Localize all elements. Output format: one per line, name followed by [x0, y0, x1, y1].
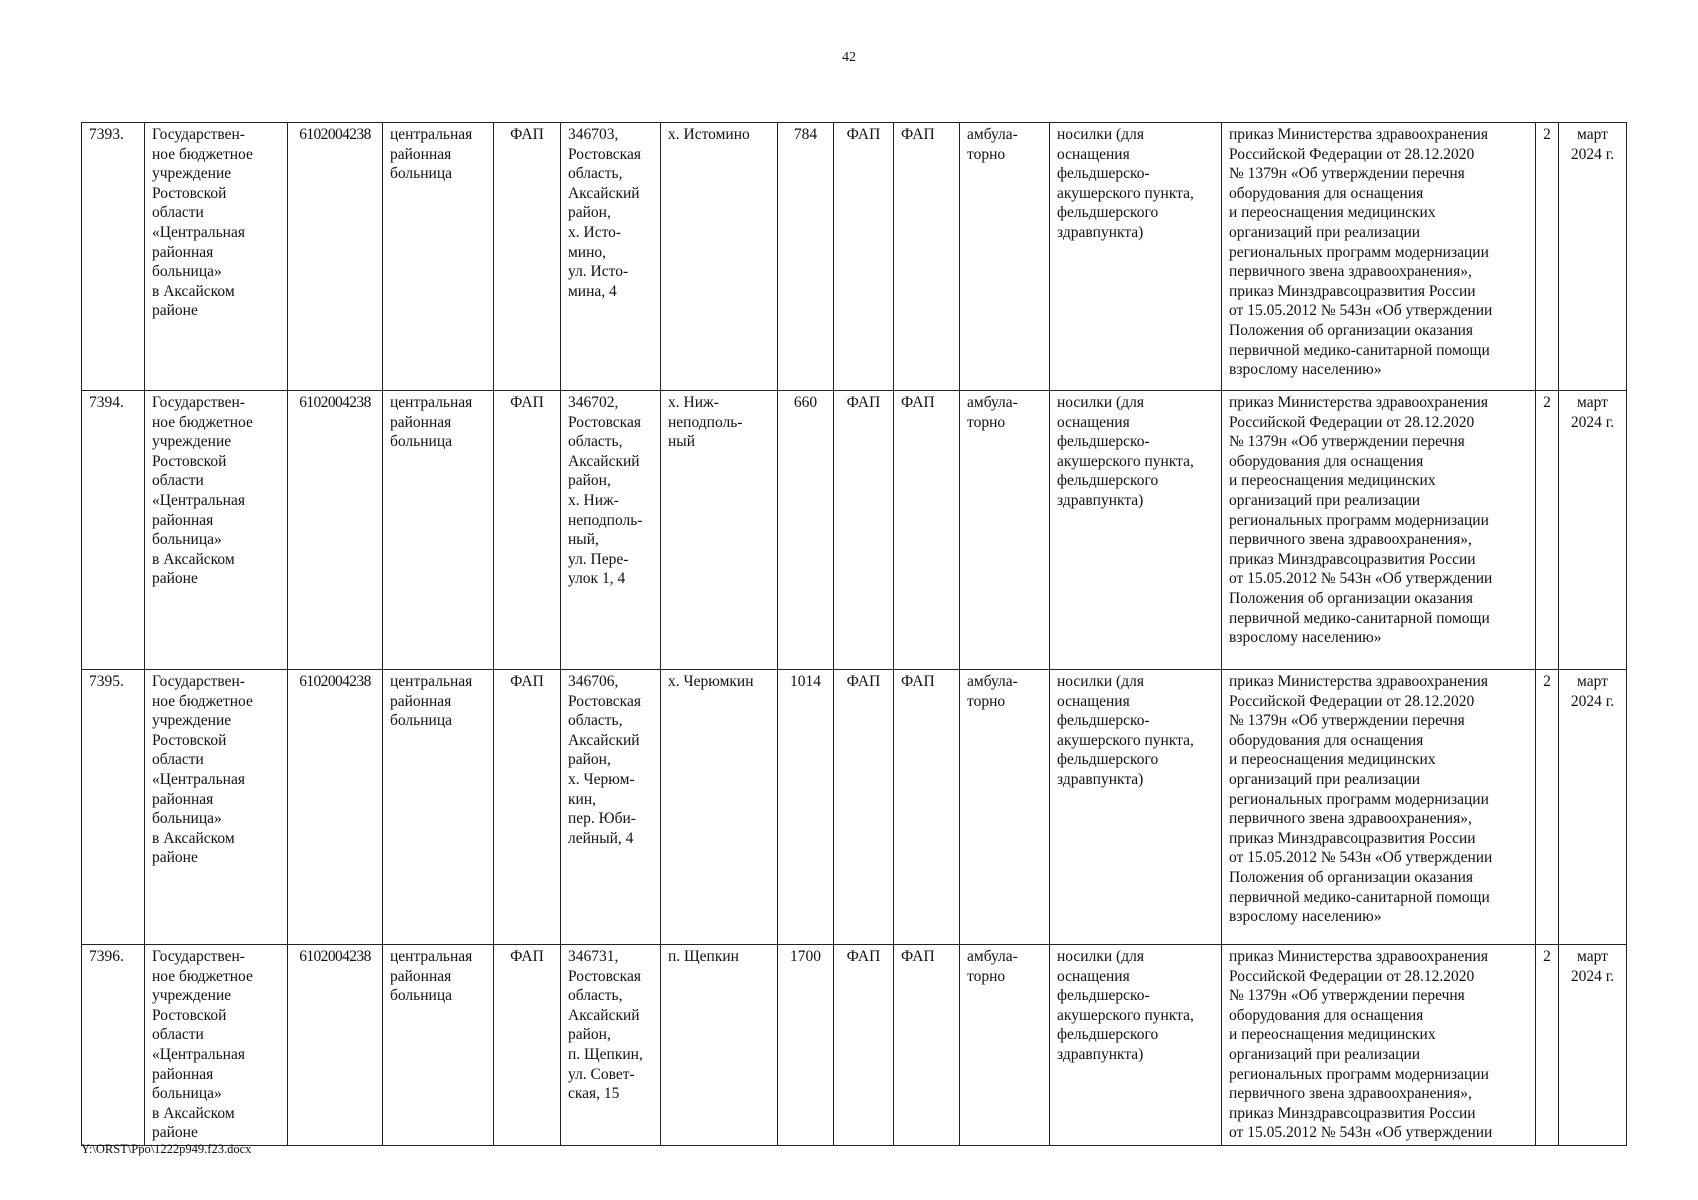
- locality: х. Истомино: [661, 123, 778, 391]
- delivery-date: март 2024 г.: [1559, 391, 1627, 670]
- address: 346703, Ростовская область, Аксайский район, х. Исто- мино, ул. Исто- мина, 4: [561, 123, 661, 391]
- division-type: ФАП: [834, 391, 894, 670]
- division-type: ФАП: [834, 670, 894, 945]
- population: 784: [778, 123, 834, 391]
- quantity: 2: [1536, 945, 1559, 1146]
- organization-type: центральная районная больница: [383, 123, 494, 391]
- inn-code: 6102004238: [288, 670, 383, 945]
- quantity: 2: [1536, 670, 1559, 945]
- address: 346706, Ростовская область, Аксайский район, х. Черюм- кин, пер. Юби- лейный, 4: [561, 670, 661, 945]
- inn-code: 6102004238: [288, 945, 383, 1146]
- organization-type: центральная районная больница: [383, 391, 494, 670]
- legal-basis: приказ Министерства здравоохранения Российской Федерации от 28.12.2020 № 1379н «Об утверждении перечня оборудования для оснащения и переоснащения медицинских организаций при реализации региональных программ модернизации первичного звена здравоохранения», приказ Минздравсоцразвития России от 15.05.2012 № 543н «Об утверждении Положения об организации оказания первичной медико-санитарной помощи взрослому населению»: [1222, 391, 1536, 670]
- registry-table: [81, 122, 1627, 1146]
- table-row: [82, 670, 1627, 945]
- equipment-name: носилки (для оснащения фельдшерско- акушерского пункта, фельдшерского здравпункта): [1050, 123, 1222, 391]
- facility-type: ФАП: [894, 123, 960, 391]
- table-row: [82, 945, 1627, 1146]
- population: 1700: [778, 945, 834, 1146]
- quantity: 2: [1536, 123, 1559, 391]
- table-row: [82, 123, 1627, 391]
- unit-type: ФАП: [494, 123, 561, 391]
- division-type: ФАП: [834, 945, 894, 1146]
- unit-type: ФАП: [494, 670, 561, 945]
- equipment-name: носилки (для оснащения фельдшерско- акушерского пункта, фельдшерского здравпункта): [1050, 945, 1222, 1146]
- organization-name: Государствен- ное бюджетное учреждение Ростовской области «Центральная районная больница» в Аксайском районе: [145, 123, 288, 391]
- legal-basis: приказ Министерства здравоохранения Российской Федерации от 28.12.2020 № 1379н «Об утверждении перечня оборудования для оснащения и переоснащения медицинских организаций при реализации региональных программ модернизации первичного звена здравоохранения», приказ Минздравсоцразвития России от 15.05.2012 № 543н «Об утверждении: [1222, 945, 1536, 1146]
- locality: п. Щепкин: [661, 945, 778, 1146]
- population: 1014: [778, 670, 834, 945]
- unit-type: ФАП: [494, 391, 561, 670]
- organization-name: Государствен- ное бюджетное учреждение Ростовской области «Центральная районная больница» в Аксайском районе: [145, 391, 288, 670]
- row-number: 7393.: [82, 123, 145, 391]
- footer-file-path: Y:\ORST\Ppo\1222p949.f23.docx: [81, 1142, 252, 1156]
- organization-name: Государствен- ное бюджетное учреждение Ростовской области «Центральная районная больница» в Аксайском районе: [145, 945, 288, 1146]
- address: 346702, Ростовская область, Аксайский район, х. Ниж- неподполь- ный, ул. Пере- улок 1, 4: [561, 391, 661, 670]
- quantity: 2: [1536, 391, 1559, 670]
- organization-name: Государствен- ное бюджетное учреждение Ростовской области «Центральная районная больница» в Аксайском районе: [145, 670, 288, 945]
- facility-type: ФАП: [894, 670, 960, 945]
- locality: х. Черюмкин: [661, 670, 778, 945]
- delivery-date: март 2024 г.: [1559, 670, 1627, 945]
- care-form: амбула- торно: [960, 670, 1050, 945]
- delivery-date: март 2024 г.: [1559, 123, 1627, 391]
- equipment-name: носилки (для оснащения фельдшерско- акушерского пункта, фельдшерского здравпункта): [1050, 670, 1222, 945]
- legal-basis: приказ Министерства здравоохранения Российской Федерации от 28.12.2020 № 1379н «Об утверждении перечня оборудования для оснащения и переоснащения медицинских организаций при реализации региональных программ модернизации первичного звена здравоохранения», приказ Минздравсоцразвития России от 15.05.2012 № 543н «Об утверждении Положения об организации оказания первичной медико-санитарной помощи взрослому населению»: [1222, 123, 1536, 391]
- inn-code: 6102004238: [288, 123, 383, 391]
- inn-code: 6102004238: [288, 391, 383, 670]
- care-form: амбула- торно: [960, 945, 1050, 1146]
- organization-type: центральная районная больница: [383, 945, 494, 1146]
- unit-type: ФАП: [494, 945, 561, 1146]
- row-number: 7395.: [82, 670, 145, 945]
- population: 660: [778, 391, 834, 670]
- locality: х. Ниж- неподполь- ный: [661, 391, 778, 670]
- legal-basis: приказ Министерства здравоохранения Российской Федерации от 28.12.2020 № 1379н «Об утверждении перечня оборудования для оснащения и переоснащения медицинских организаций при реализации региональных программ модернизации первичного звена здравоохранения», приказ Минздравсоцразвития России от 15.05.2012 № 543н «Об утверждении Положения об организации оказания первичной медико-санитарной помощи взрослому населению»: [1222, 670, 1536, 945]
- organization-type: центральная районная больница: [383, 670, 494, 945]
- delivery-date: март 2024 г.: [1559, 945, 1627, 1146]
- page-number: 42: [842, 50, 856, 65]
- equipment-name: носилки (для оснащения фельдшерско- акушерского пункта, фельдшерского здравпункта): [1050, 391, 1222, 670]
- row-number: 7396.: [82, 945, 145, 1146]
- care-form: амбула- торно: [960, 123, 1050, 391]
- facility-type: ФАП: [894, 945, 960, 1146]
- division-type: ФАП: [834, 123, 894, 391]
- address: 346731, Ростовская область, Аксайский район, п. Щепкин, ул. Совет- ская, 15: [561, 945, 661, 1146]
- facility-type: ФАП: [894, 391, 960, 670]
- table-row: [82, 391, 1627, 670]
- care-form: амбула- торно: [960, 391, 1050, 670]
- row-number: 7394.: [82, 391, 145, 670]
